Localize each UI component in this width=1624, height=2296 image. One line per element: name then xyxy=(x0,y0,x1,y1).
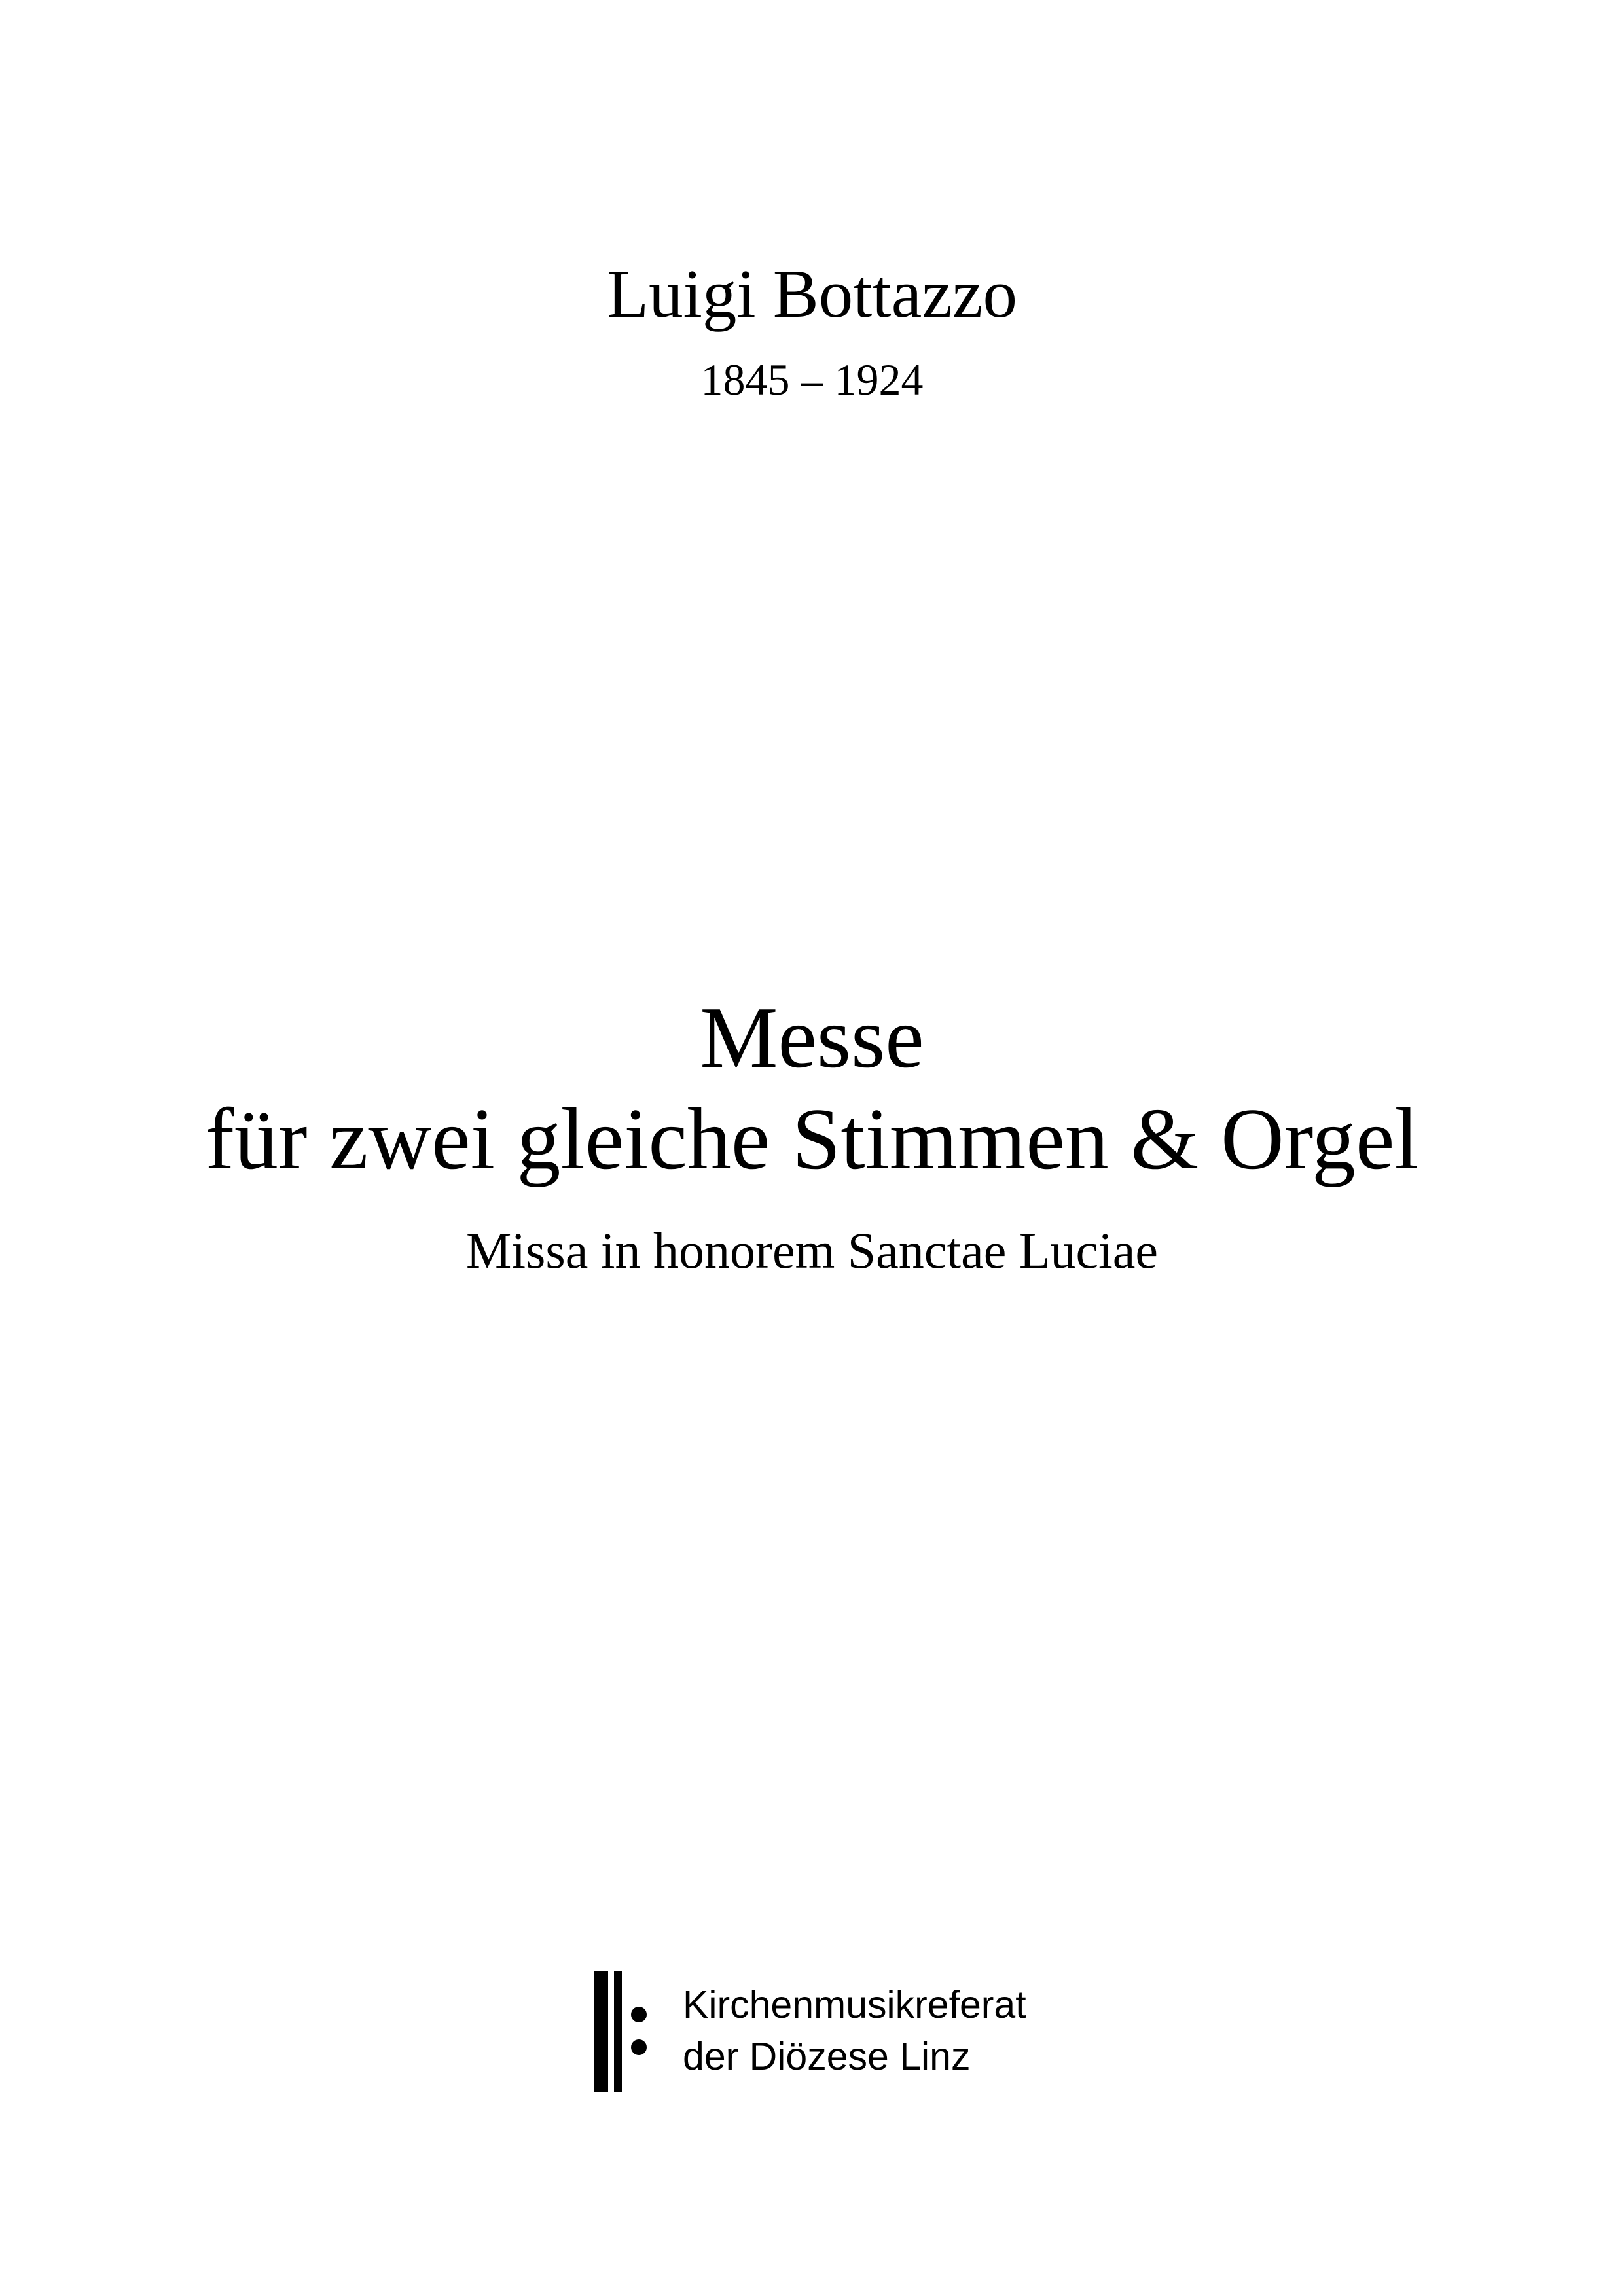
work-title: Messe xyxy=(700,989,924,1086)
publisher-name-line1: Kirchenmusikreferat xyxy=(683,1983,1026,2026)
work-scoring-subtitle: für zwei gleiche Stimmen & Orgel xyxy=(205,1090,1419,1187)
work-latin-subtitle: Missa in honorem Sanctae Luciae xyxy=(466,1222,1158,1279)
composer-name: Luigi Bottazzo xyxy=(607,255,1017,332)
composer-dates: 1845 – 1924 xyxy=(700,355,924,404)
publisher-name-line2: der Diözese Linz xyxy=(683,2035,971,2078)
repeat-barline-thick-bar xyxy=(594,1971,608,2092)
repeat-barline-dot-top xyxy=(631,2007,647,2022)
repeat-barline-thin-bar xyxy=(614,1971,622,2092)
repeat-barline-dot-bottom xyxy=(631,2039,647,2055)
